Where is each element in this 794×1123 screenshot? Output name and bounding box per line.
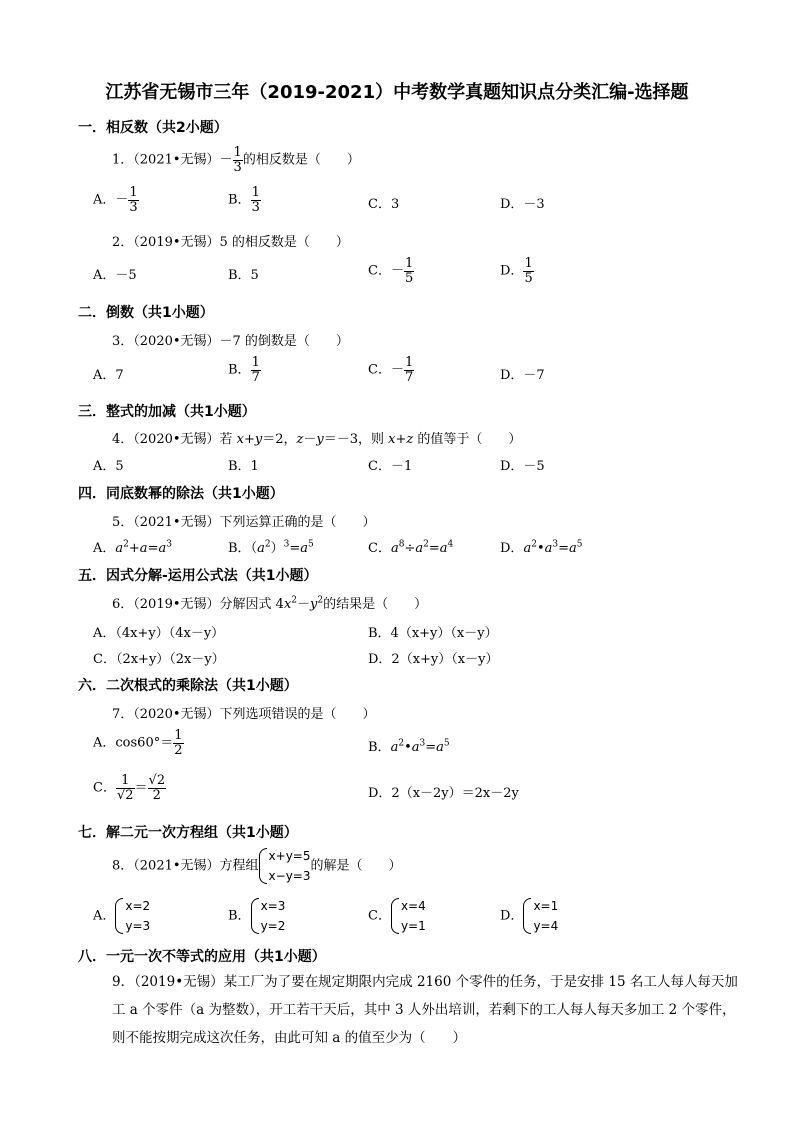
option-c: C． x=4 y=1 (368, 896, 426, 936)
section-heading: 三．整式的加减（共1小题） (78, 404, 256, 420)
option-d: D．－3 (500, 197, 545, 212)
option-d: D．－5 (500, 459, 545, 474)
option-b: B．4（x+y）（x－y） (368, 626, 498, 641)
option-b: B． $\frac{1}{7}$ (228, 355, 260, 385)
section-heading: 八．一元一次不等式的应用（共1小题） (78, 949, 326, 965)
option-a: A．（4x+y）（4x－y） (93, 626, 225, 641)
question-1: 1．（2021•无锡）－ $\frac{1}{3}$ 的相反数是（ ） (112, 145, 360, 175)
question-5: 5．（2021•无锡）下列运算正确的是（ ） (112, 515, 376, 530)
option-c: C．－1 (368, 459, 413, 474)
option-d: D． $\frac{1}{5}$ (500, 256, 533, 286)
option-a: A．cos60°＝ $\frac{1}{2}$ (93, 728, 183, 758)
option-a: A． x=2 y=3 (93, 896, 150, 936)
question-4: 4．（2020•无锡）若 x+y＝2，z－y＝－3，则 x+z 的值等于（ ） (112, 432, 522, 447)
option-d: D．2（x+y）（x－y） (368, 652, 499, 667)
question-2: 2．（2019•无锡）5 的相反数是（ ） (112, 235, 349, 250)
section-heading: 六．二次根式的乘除法（共1小题） (78, 678, 298, 694)
option-a: A．5 (93, 459, 124, 474)
option-b: B． x=3 y=2 (228, 896, 285, 936)
question-8: 8．（2021•无锡）方程组 x+y=5 x−y=3 的解是（ ） (112, 846, 402, 886)
option-d: D．－7 (500, 368, 545, 383)
section-heading: 四．同底数幂的除法（共1小题） (78, 486, 284, 502)
option-a: A．－ $\frac{1}{3}$ (93, 185, 138, 215)
section-heading: 五．因式分解-运用公式法（共1小题） (78, 568, 318, 584)
option-c: C．－ $\frac{1}{5}$ (368, 256, 414, 286)
question-7: 7．（2020•无锡）下列选项错误的是（ ） (112, 707, 376, 722)
option-b: B．$a^2•a^3=a^5$ (368, 738, 450, 755)
question-6: 6．（2019•无锡）分解因式 $4x^2-y^2$的结果是（ ） (112, 595, 428, 612)
section-heading: 一．相反数（共2小题） (78, 120, 228, 136)
question-9: 9．（2019•无锡）某工厂为了要在规定期限内完成 2160 个零件的任务，于是安排 15 名工人每人每天加工 a 个零件（a 为整数），开工若干天后，其中 3 人外出培训，若剩下的工人每人每天多加工 2 个零件，则不能按期完成这次任务，由此可知 a 的值至少为（ ） (112, 974, 738, 1046)
section-heading: 二．倒数（共1小题） (78, 305, 214, 321)
option-b: B．$(a^2)^3=a^5$ (228, 539, 314, 556)
option-c: C．－ $\frac{1}{7}$ (368, 355, 414, 385)
page-title: 江苏省无锡市三年（2019-2021）中考数学真题知识点分类汇编-选择题 (105, 82, 689, 103)
option-d: D．2（x－2y）＝2x－2y (368, 786, 519, 801)
option-c: C． $\frac{1}{√2}$ ＝ $\frac{√2}{2}$ (93, 773, 166, 803)
question-3: 3．（2020•无锡）－7 的倒数是（ ） (112, 334, 349, 349)
option-a: A．－5 (93, 268, 137, 283)
option-c: C．（2x+y）（2x－y） (93, 652, 225, 667)
option-b: B．1 (228, 459, 259, 474)
section-heading: 七．解二元一次方程组（共1小题） (78, 825, 298, 841)
option-c: C．$a^8\div a^2=a^4$ (368, 539, 454, 556)
option-d: D．$a^2•a^3=a^5$ (500, 539, 583, 556)
option-a: A．7 (93, 368, 124, 383)
option-d: D． x=1 y=4 (500, 896, 558, 936)
option-b: B．5 (228, 268, 259, 283)
option-c: C．3 (368, 197, 400, 212)
option-b: B． $\frac{1}{3}$ (228, 185, 260, 215)
option-a: A．$a^2+a=a^3$ (93, 539, 172, 556)
